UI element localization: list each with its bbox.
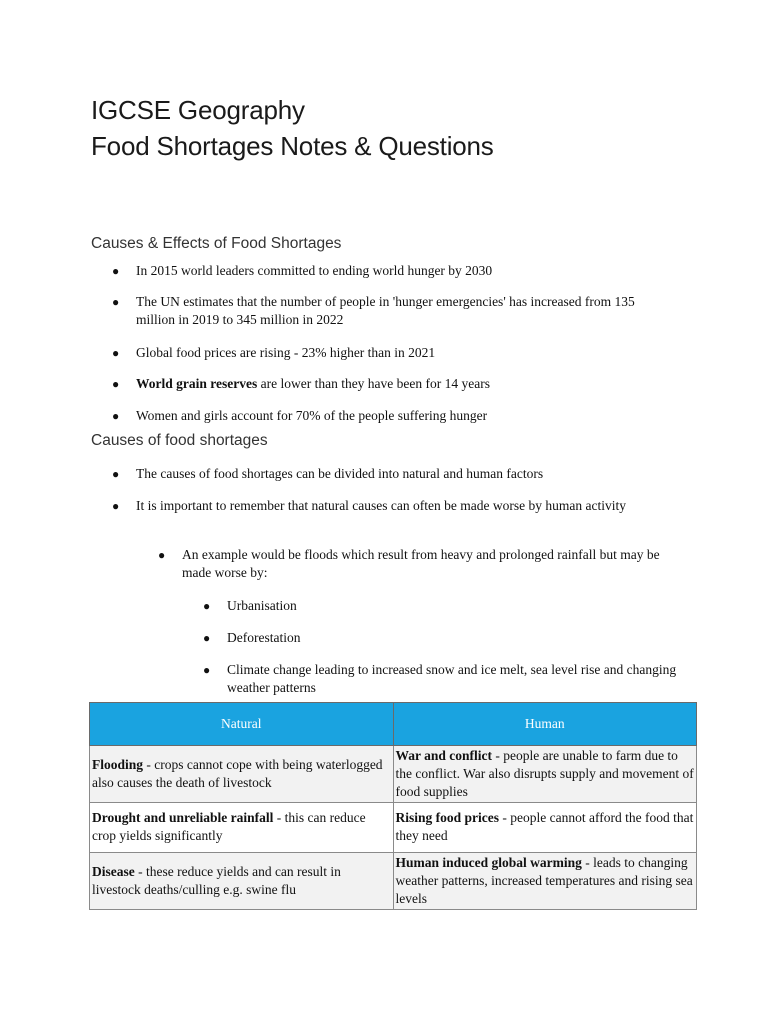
table-row [90,746,697,803]
table-row [90,853,697,910]
table-header-row [90,703,697,746]
list-item: ● The causes of food shortages can be divided into natural and human factors [112,466,544,481]
table-cell-natural: Disease - these reduce yields and can result in livestock deaths/culling e.g. swine flu [90,853,394,910]
title-line-2: Food Shortages Notes & Questions [91,131,494,161]
bullet-icon: ● [112,499,120,513]
bullet-icon: ● [112,264,120,278]
sub-list-item: ● An example would be floods which result from heavy and prolonged rainfall but may be made worse by: [158,547,660,580]
header-natural: Natural [90,703,394,746]
table-row [90,803,697,853]
list-item: ● Global food prices are rising - 23% higher than in 2021 [112,345,436,360]
header-human: Human [393,703,697,746]
section-heading-causes-effects: Causes & Effects of Food Shortages [91,235,342,252]
list-item: ● World grain reserves are lower than they have been for 14 years [112,376,491,391]
list-item: ● It is important to remember that natural causes can often be made worse by human activity [112,498,626,513]
bullet-icon: ● [112,346,120,360]
table-cell-human: Human induced global warming - leads to changing weather patterns, increased temperatures and rising sea levels [393,853,697,910]
bullet-icon: ● [158,548,166,562]
list-item: ● In 2015 world leaders committed to ending world hunger by 2030 [112,263,493,278]
table-cell-human: Rising food prices - people cannot afford the food that they need [393,803,697,853]
list-item: ● Women and girls account for 70% of the people suffering hunger [112,408,488,423]
section-heading-causes: Causes of food shortages [91,432,268,449]
bold-term: World grain reserves [136,376,258,391]
bullet-icon: ● [112,295,120,309]
causes-table [89,702,697,910]
bullet-icon: ● [112,467,120,481]
bullet-icon: ● [112,377,120,391]
table-cell-natural: Drought and unreliable rainfall - this can reduce crop yields significantly [90,803,394,853]
list-item: ● The UN estimates that the number of people in 'hunger emergencies' has increased from 135 million in 2019 to 345 million in 2022 [112,294,635,327]
bullet-icon: ● [203,599,211,613]
table-cell-natural: Flooding - crops cannot cope with being waterlogged also causes the death of livestock [90,746,394,803]
bullet-icon: ● [203,631,211,645]
bullet-icon: ● [203,663,211,677]
title-line-1: IGCSE Geography [91,95,305,125]
sub-sub-list-item: ● Climate change leading to increased snow and ice melt, sea level rise and changing weather patterns [203,662,677,695]
sub-sub-list-item: ● Deforestation [203,630,301,645]
bullet-icon: ● [112,409,120,423]
sub-sub-list-item: ● Urbanisation [203,598,297,613]
table-cell-human: War and conflict - people are unable to farm due to the conflict. War also disrupts supply and movement of food supplies [393,746,697,803]
document-title [91,92,494,164]
